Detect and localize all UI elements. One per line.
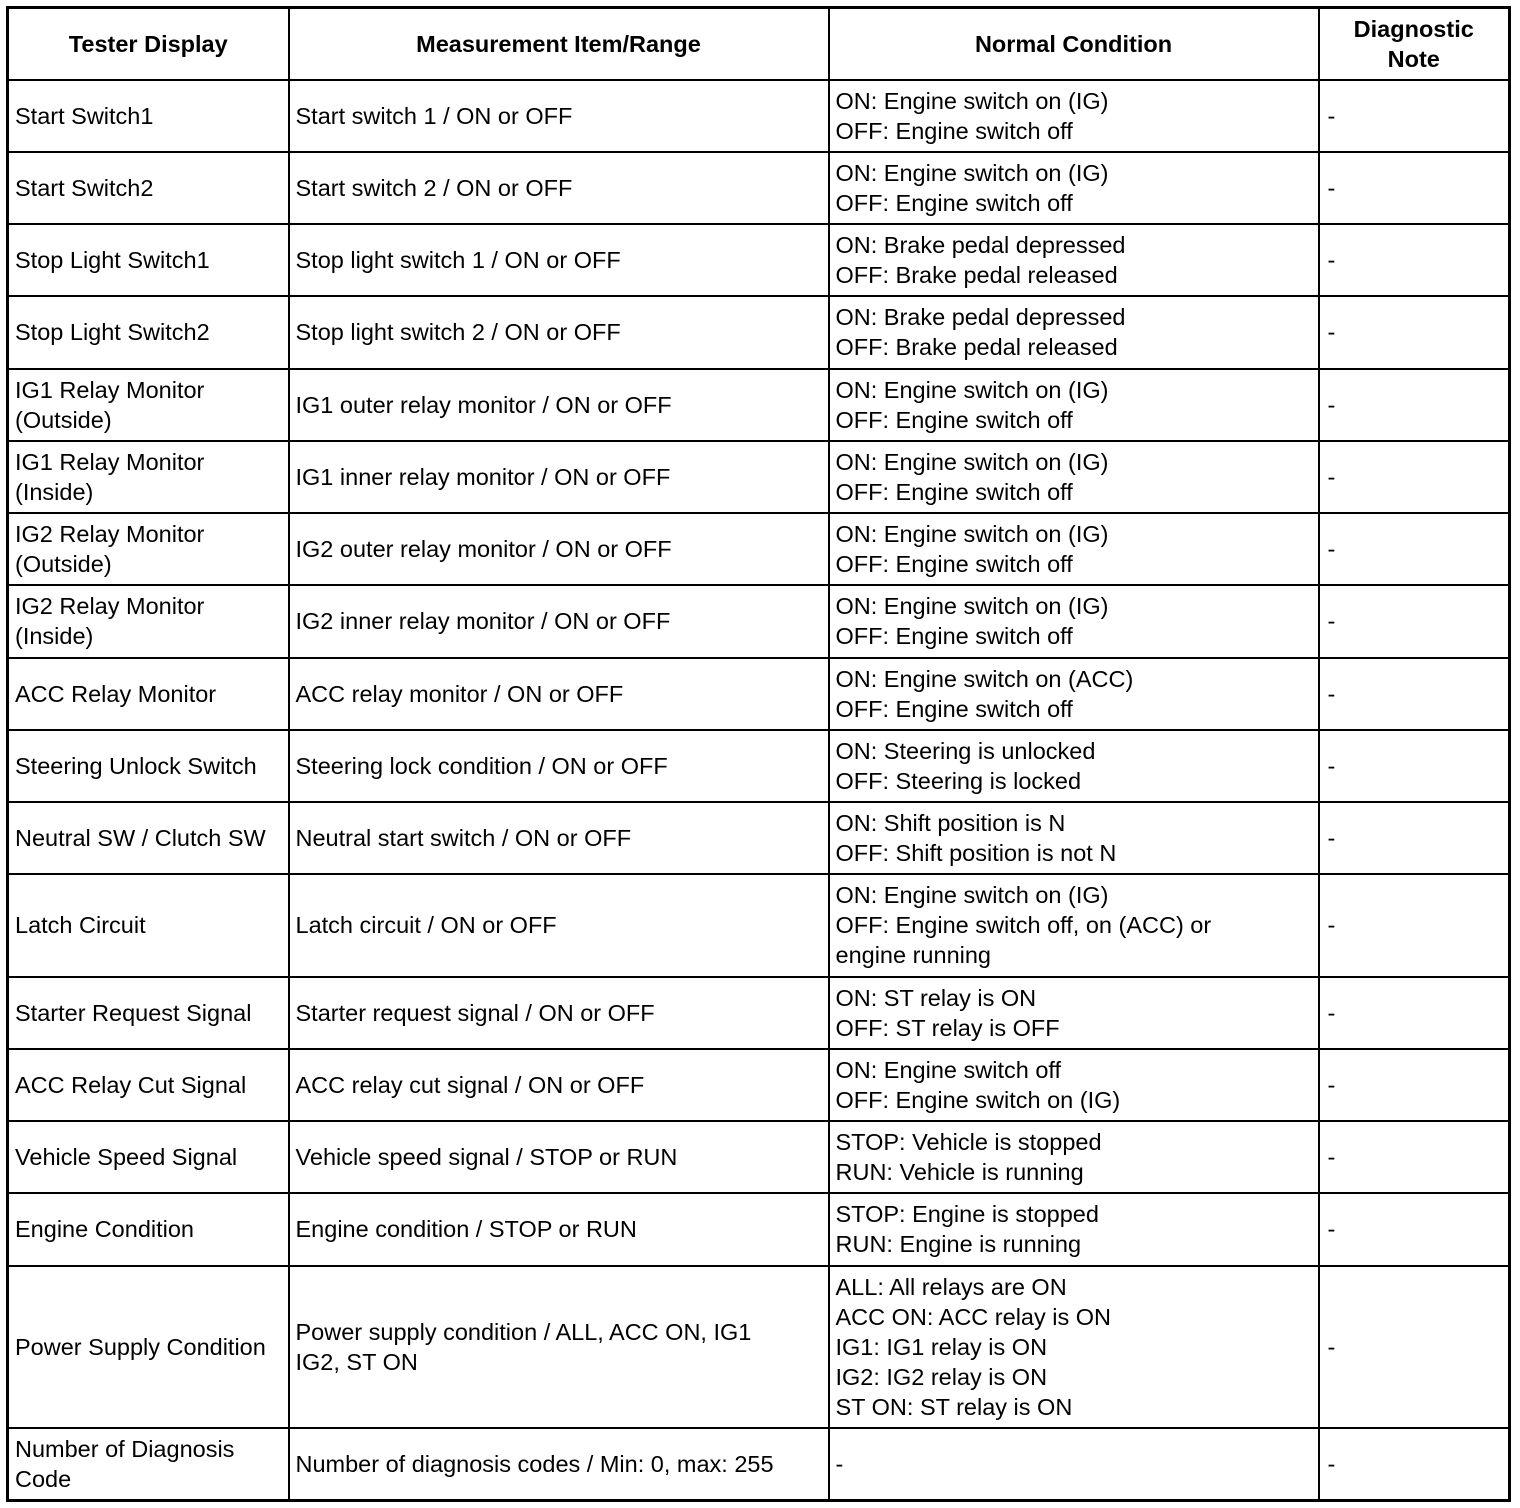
table-row xyxy=(8,802,1510,874)
measurement-item-cell: Latch circuit / ON or OFF xyxy=(289,874,829,976)
table-row xyxy=(8,1049,1510,1121)
tester-display-cell: ACC Relay Cut Signal xyxy=(8,1049,289,1121)
diagnostic-note-cell: - xyxy=(1319,977,1510,1049)
diagnostic-note-cell: - xyxy=(1319,730,1510,802)
diagnostic-note-cell: - xyxy=(1319,224,1510,296)
header-normal-condition: Normal Condition xyxy=(829,8,1319,80)
measurement-item-cell: Steering lock condition / ON or OFF xyxy=(289,730,829,802)
diagnostic-note-cell: - xyxy=(1319,802,1510,874)
diagnostic-note-cell: - xyxy=(1319,874,1510,976)
measurement-item-cell: IG2 inner relay monitor / ON or OFF xyxy=(289,585,829,657)
diagnostic-note-cell: - xyxy=(1319,658,1510,730)
normal-condition-cell: ON: Engine switch on (IG) OFF: Engine switch off xyxy=(829,513,1319,585)
tester-display-cell: Latch Circuit xyxy=(8,874,289,976)
normal-condition-cell: ON: Brake pedal depressed OFF: Brake pedal released xyxy=(829,224,1319,296)
tester-display-cell: IG2 Relay Monitor (Inside) xyxy=(8,585,289,657)
diagnostic-note-cell: - xyxy=(1319,441,1510,513)
normal-condition-cell: ON: Steering is unlocked OFF: Steering is locked xyxy=(829,730,1319,802)
diagnostic-note-cell: - xyxy=(1319,80,1510,152)
normal-condition-cell: ON: Engine switch on (IG) OFF: Engine switch off xyxy=(829,152,1319,224)
normal-condition-cell: ON: Engine switch on (IG) OFF: Engine switch off xyxy=(829,585,1319,657)
header-row xyxy=(8,8,1510,80)
table-row xyxy=(8,1266,1510,1429)
data-list-table xyxy=(6,6,1511,1502)
normal-condition-cell: STOP: Vehicle is stopped RUN: Vehicle is running xyxy=(829,1121,1319,1193)
table-row xyxy=(8,369,1510,441)
header-measurement-item-range: Measurement Item/Range xyxy=(289,8,829,80)
diagnostic-note-cell: - xyxy=(1319,585,1510,657)
measurement-item-cell: Number of diagnosis codes / Min: 0, max: 255 xyxy=(289,1428,829,1500)
measurement-item-cell: Engine condition / STOP or RUN xyxy=(289,1193,829,1265)
table-row xyxy=(8,977,1510,1049)
measurement-item-cell: IG1 inner relay monitor / ON or OFF xyxy=(289,441,829,513)
measurement-item-cell: Start switch 1 / ON or OFF xyxy=(289,80,829,152)
diagnostic-note-cell: - xyxy=(1319,152,1510,224)
tester-display-cell: ACC Relay Monitor xyxy=(8,658,289,730)
normal-condition-cell: ALL: All relays are ON ACC ON: ACC relay is ON IG1: IG1 relay is ON IG2: IG2 relay is ON ST ON: ST relay is ON xyxy=(829,1266,1319,1429)
table-row xyxy=(8,1428,1510,1500)
diagnostic-note-cell: - xyxy=(1319,1266,1510,1429)
table-row xyxy=(8,730,1510,802)
table-row xyxy=(8,296,1510,368)
measurement-item-cell: Vehicle speed signal / STOP or RUN xyxy=(289,1121,829,1193)
tester-display-cell: Power Supply Condition xyxy=(8,1266,289,1429)
diagnostic-note-cell: - xyxy=(1319,1049,1510,1121)
measurement-item-cell: Start switch 2 / ON or OFF xyxy=(289,152,829,224)
measurement-item-cell: ACC relay monitor / ON or OFF xyxy=(289,658,829,730)
diagnostic-note-cell: - xyxy=(1319,1121,1510,1193)
normal-condition-cell: - xyxy=(829,1428,1319,1500)
table-row xyxy=(8,874,1510,976)
tester-display-cell: Start Switch2 xyxy=(8,152,289,224)
tester-display-cell: Stop Light Switch2 xyxy=(8,296,289,368)
tester-display-cell: Vehicle Speed Signal xyxy=(8,1121,289,1193)
normal-condition-cell: ON: Engine switch on (IG) OFF: Engine switch off, on (ACC) or engine running xyxy=(829,874,1319,976)
table-row xyxy=(8,441,1510,513)
normal-condition-cell: ON: Engine switch on (IG) OFF: Engine switch off xyxy=(829,441,1319,513)
normal-condition-cell: ON: ST relay is ON OFF: ST relay is OFF xyxy=(829,977,1319,1049)
tester-display-cell: Steering Unlock Switch xyxy=(8,730,289,802)
measurement-item-cell: IG1 outer relay monitor / ON or OFF xyxy=(289,369,829,441)
tester-display-cell: Start Switch1 xyxy=(8,80,289,152)
header-tester-display: Tester Display xyxy=(8,8,289,80)
measurement-item-cell: Neutral start switch / ON or OFF xyxy=(289,802,829,874)
table-row xyxy=(8,1121,1510,1193)
tester-display-cell: IG2 Relay Monitor (Outside) xyxy=(8,513,289,585)
diagnostic-note-cell: - xyxy=(1319,513,1510,585)
diagnostic-note-cell: - xyxy=(1319,296,1510,368)
measurement-item-cell: Starter request signal / ON or OFF xyxy=(289,977,829,1049)
measurement-item-cell: Stop light switch 2 / ON or OFF xyxy=(289,296,829,368)
normal-condition-cell: ON: Engine switch on (IG) OFF: Engine switch off xyxy=(829,369,1319,441)
measurement-item-cell: ACC relay cut signal / ON or OFF xyxy=(289,1049,829,1121)
measurement-item-cell: Power supply condition / ALL, ACC ON, IG1 IG2, ST ON xyxy=(289,1266,829,1429)
normal-condition-cell: ON: Engine switch off OFF: Engine switch on (IG) xyxy=(829,1049,1319,1121)
tester-display-cell: Engine Condition xyxy=(8,1193,289,1265)
tester-display-cell: IG1 Relay Monitor (Inside) xyxy=(8,441,289,513)
diagnostic-note-cell: - xyxy=(1319,1193,1510,1265)
header-diagnostic-note: Diagnostic Note xyxy=(1319,8,1510,80)
tester-display-cell: Stop Light Switch1 xyxy=(8,224,289,296)
diagnostic-note-cell: - xyxy=(1319,369,1510,441)
measurement-item-cell: Stop light switch 1 / ON or OFF xyxy=(289,224,829,296)
normal-condition-cell: STOP: Engine is stopped RUN: Engine is running xyxy=(829,1193,1319,1265)
tester-display-cell: Starter Request Signal xyxy=(8,977,289,1049)
normal-condition-cell: ON: Shift position is N OFF: Shift position is not N xyxy=(829,802,1319,874)
diagnostic-note-cell: - xyxy=(1319,1428,1510,1500)
normal-condition-cell: ON: Engine switch on (IG) OFF: Engine switch off xyxy=(829,80,1319,152)
tester-display-cell: IG1 Relay Monitor (Outside) xyxy=(8,369,289,441)
normal-condition-cell: ON: Brake pedal depressed OFF: Brake pedal released xyxy=(829,296,1319,368)
table-row xyxy=(8,585,1510,657)
table-row xyxy=(8,658,1510,730)
table-row xyxy=(8,80,1510,152)
tester-display-cell: Neutral SW / Clutch SW xyxy=(8,802,289,874)
measurement-item-cell: IG2 outer relay monitor / ON or OFF xyxy=(289,513,829,585)
table-row xyxy=(8,513,1510,585)
table-row xyxy=(8,1193,1510,1265)
table-row xyxy=(8,224,1510,296)
normal-condition-cell: ON: Engine switch on (ACC) OFF: Engine switch off xyxy=(829,658,1319,730)
table-row xyxy=(8,152,1510,224)
tester-display-cell: Number of Diagnosis Code xyxy=(8,1428,289,1500)
